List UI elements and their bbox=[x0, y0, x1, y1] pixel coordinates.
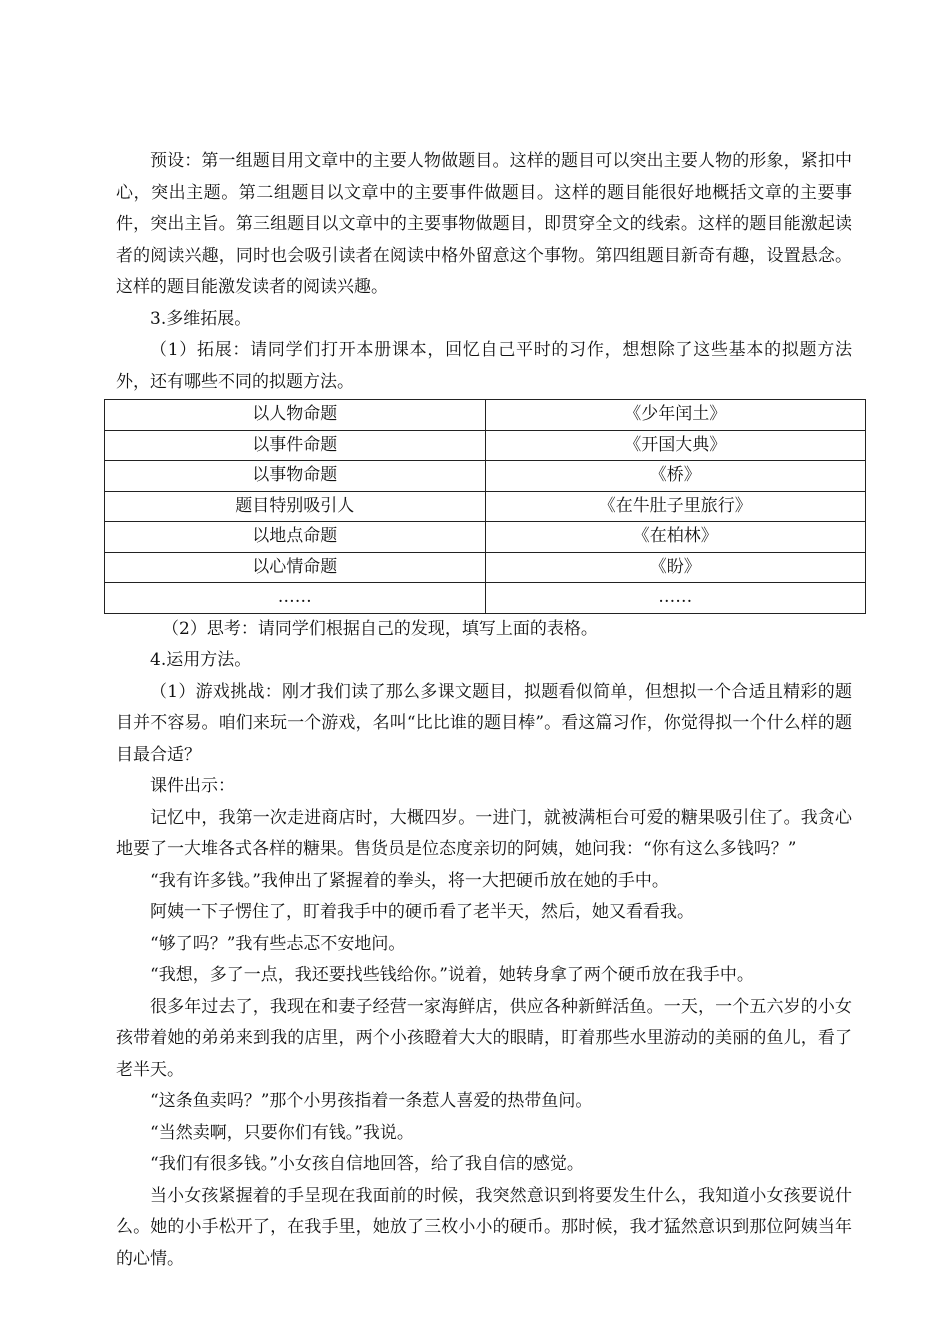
table-cell-method: 以地点命题 bbox=[105, 522, 486, 553]
think-paragraph: （2）思考：请同学们根据自己的发现，填写上面的表格。 bbox=[162, 618, 598, 639]
section-heading-3: 3.多维拓展。 bbox=[150, 308, 252, 329]
table-row bbox=[105, 430, 866, 461]
table-row bbox=[105, 583, 866, 614]
table-cell-method: 以心情命题 bbox=[105, 552, 486, 583]
table-cell-method: 以事物命题 bbox=[105, 461, 486, 492]
table-cell-example: 《在柏林》 bbox=[485, 522, 866, 553]
story-paragraph: 记忆中，我第一次走进商店时，大概四岁。一进门，就被满柜台可爱的糖果吸引住了。我贪心地要了一大堆各式各样的糖果。售货员是位态度亲切的阿姨，她问我：“你有这么多钱吗？” bbox=[116, 807, 852, 859]
title-method-table-wrap bbox=[104, 399, 866, 614]
table-cell-example: 《开国大典》 bbox=[485, 430, 866, 461]
table-cell-method: …… bbox=[105, 583, 486, 614]
courseware-label: 课件出示： bbox=[150, 776, 235, 796]
story-paragraph: “够了吗？”我有些忐忑不安地问。 bbox=[150, 933, 406, 954]
story-paragraph: “当然卖啊，只要你们有钱。”我说。 bbox=[150, 1122, 414, 1143]
table-cell-method: 题目特别吸引人 bbox=[105, 491, 486, 522]
expand-paragraph: （1）拓展：请同学们打开本册课本，回忆自己平时的习作，想想除了这些基本的拟题方法外，还有哪些不同的拟题方法。 bbox=[116, 340, 852, 392]
title-method-table bbox=[104, 399, 866, 614]
table-cell-method: 以事件命题 bbox=[105, 430, 486, 461]
table-cell-example: 《桥》 bbox=[485, 461, 866, 492]
table-cell-example: 《盼》 bbox=[485, 552, 866, 583]
table-cell-example: 《在牛肚子里旅行》 bbox=[485, 491, 866, 522]
table-row bbox=[105, 400, 866, 431]
section-heading-4: 4.运用方法。 bbox=[150, 650, 252, 670]
table-cell-example: 《少年闰土》 bbox=[485, 400, 866, 431]
document-page bbox=[116, 146, 852, 1275]
preset-paragraph: 预设：第一组题目用文章中的主要人物做题目。这样的题目可以突出主要人物的形象，紧扣中心，突出主题。第二组题目以文章中的主要事件做题目。这样的题目能很好地概括文章的主要事件，突出主旨。第三组题目以文章中的主要事物做题目，即贯穿全文的线索。这样的题目能激起读者的阅读兴趣，同时也会吸引读者在阅读中格外留意这个事物。第四组题目新奇有趣，设置悬念。这样的题目能激发读者的阅读兴趣。 bbox=[116, 151, 852, 297]
table-cell-method: 以人物命题 bbox=[105, 400, 486, 431]
table-row bbox=[105, 491, 866, 522]
table-row bbox=[105, 461, 866, 492]
table-row bbox=[105, 522, 866, 553]
table-row bbox=[105, 552, 866, 583]
game-paragraph: （1）游戏挑战：刚才我们读了那么多课文题目，拟题看似简单，但想拟一个合适且精彩的题目并不容易。咱们来玩一个游戏，名叫“比比谁的题目棒”。看这篇习作，你觉得拟一个什么样的题目最合适？ bbox=[116, 681, 852, 765]
story-paragraph: 阿姨一下子愣住了，盯着我手中的硬币看了老半天，然后，她又看看我。 bbox=[150, 902, 694, 922]
story-paragraph: “我有许多钱。”我伸出了紧握着的拳头，将一大把硬币放在她的手中。 bbox=[150, 870, 669, 891]
story-paragraph: 当小女孩紧握着的手呈现在我面前的时候，我突然意识到将要发生什么，我知道小女孩要说什么。她的小手松开了，在我手里，她放了三枚小小的硬币。那时候，我才猛然意识到那位阿姨当年的心情。 bbox=[116, 1185, 852, 1269]
table-cell-example: …… bbox=[485, 583, 866, 614]
story-paragraph: “这条鱼卖吗？”那个小男孩指着一条惹人喜爱的热带鱼问。 bbox=[150, 1091, 593, 1111]
story-paragraph: “我想，多了一点，我还要找些钱给你。”说着，她转身拿了两个硬币放在我手中。 bbox=[150, 965, 754, 985]
story-paragraph: “我们有很多钱。”小女孩自信地回答，给了我自信的感觉。 bbox=[150, 1154, 584, 1174]
story-paragraph: 很多年过去了，我现在和妻子经营一家海鲜店，供应各种新鲜活鱼。一天，一个五六岁的小女孩带着她的弟弟来到我的店里，两个小孩瞪着大大的眼睛，盯着那些水里游动的美丽的鱼儿，看了老半天。 bbox=[116, 996, 852, 1080]
